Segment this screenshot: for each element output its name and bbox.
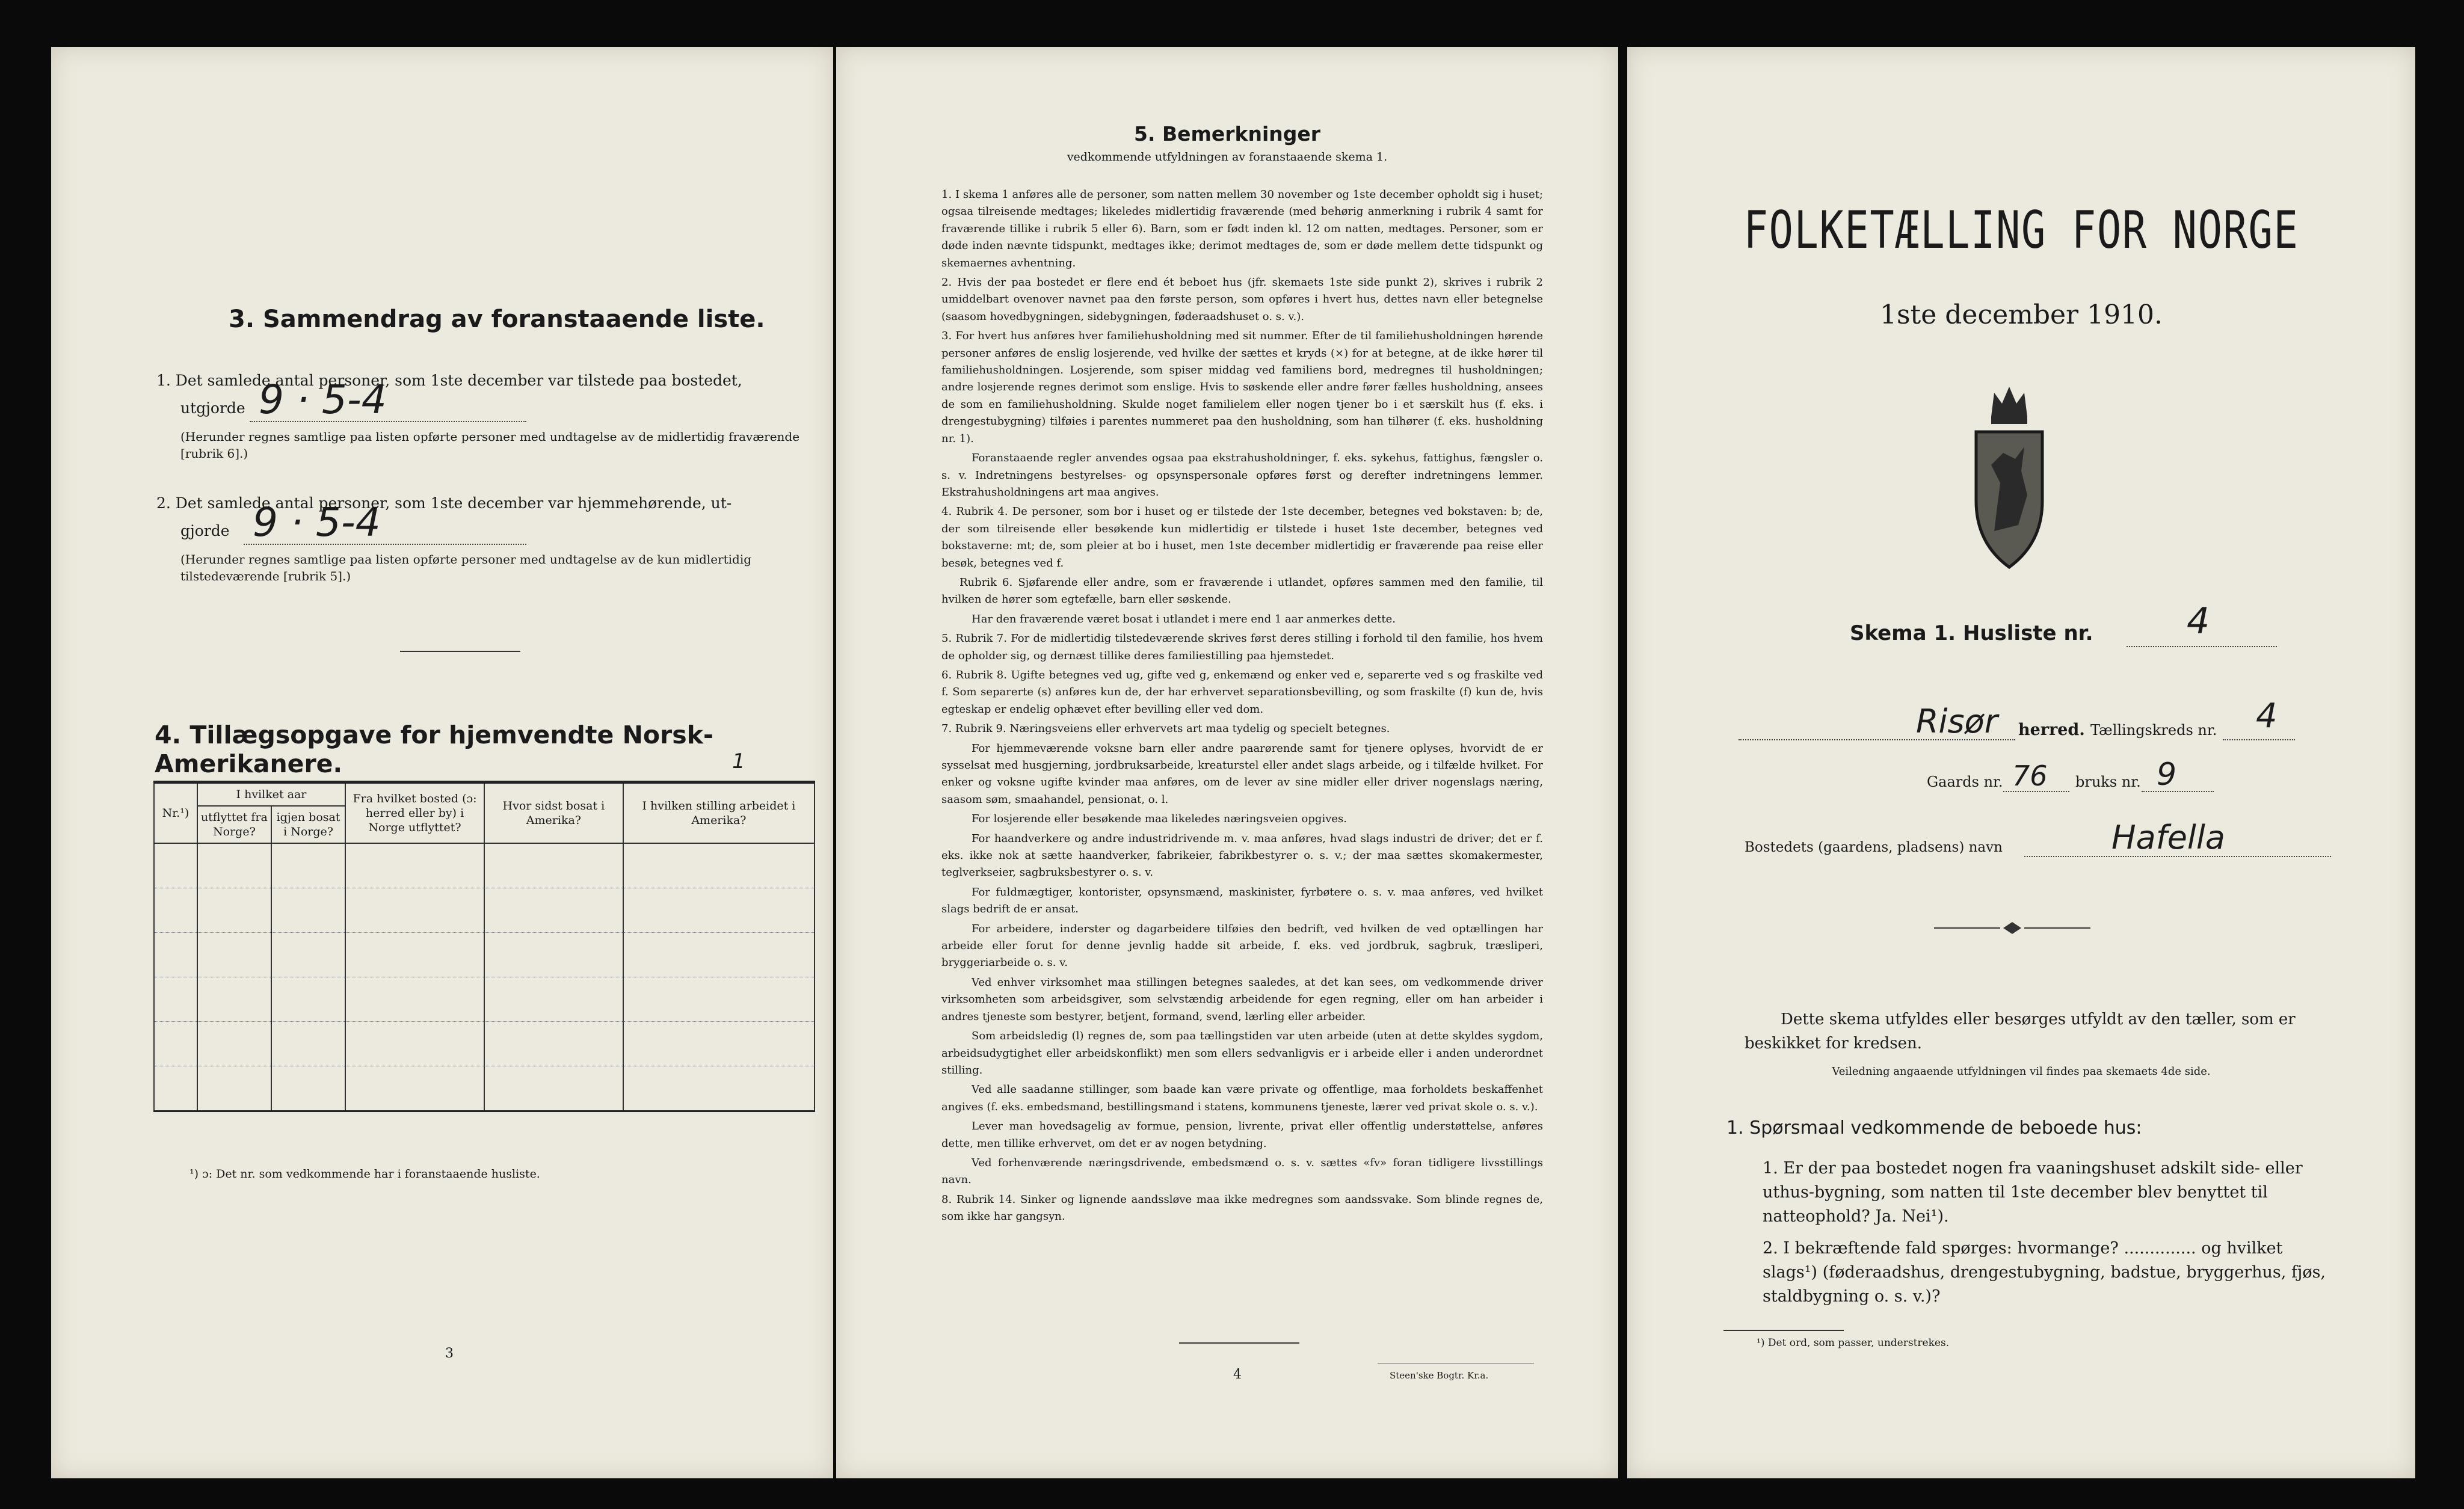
- p3-footnote: ¹) ɔ: Det nr. som vedkommende har i foranstaaende husliste.: [189, 1167, 540, 1181]
- rule-paragraph: Som arbeidsledig (l) regnes de, som paa tællingstiden var uten arbeide (uten at dette skyldes sygdom, arbeidsudygtighet eller arbeidskonflikt) men som ellers sedvanligvis er i arbeide eller i anden underordnet stilling.: [941, 1030, 1543, 1077]
- rule-paragraph: Foranstaaende regler anvendes ogsaa paa ekstrahusholdninger, f. eks. sykehus, fattighus, fængsler o. s. v. Indretningens bestyrelses- og opsynspersonale opføres først og derefter indretningens lemmer. Ekstrahusholdningens art maa angives.: [941, 452, 1543, 499]
- skema-label: Skema 1. Husliste nr.: [1850, 621, 2093, 645]
- s3-item2-label: gjorde: [180, 522, 230, 539]
- page-1: [1627, 47, 2415, 1478]
- col-year-group: I hvilket aar: [197, 782, 345, 807]
- form-title: FOLKETÆLLING FOR NORGE: [1743, 200, 2299, 260]
- col-bosat-amerika: Hvor sidst bosat i Amerika?: [484, 782, 623, 844]
- rule-paragraph: 6. Rubrik 8. Ugifte betegnes ved ug, gifte ved g, enkemænd og enker ved e, separerte ved s og fraskilte ved f. Som separerte (s) anføres kun de, der har erhvervet separationsbevilling, og som fraskilte (f) kun de, hvis egteskap er endelig ophævet efter bevilling eller ved dom.: [941, 668, 1543, 716]
- gaards-value: 76: [2012, 760, 2048, 792]
- rule-paragraph: Ved forhenværende næringsdrivende, embedsmænd o. s. v. sættes «fv» foran tidligere livsstillings navn.: [941, 1156, 1543, 1187]
- instruction-text: Dette skema utfyldes eller besørges utfyldt av den tæller, som er beskikket for kredsen.: [1745, 1010, 2296, 1053]
- s3-item1-label: utgjorde: [180, 399, 245, 417]
- rule-paragraph: Rubrik 6. Sjøfarende eller andre, som er fraværende i utlandet, opføres sammen med den familie, til hvilken de hører som egtefælle, barn eller søskende.: [941, 576, 1543, 606]
- veiledning-text: Veiledning angaaende utfyldningen vil findes paa skemaets 4de side.: [1832, 1065, 2211, 1078]
- rule-paragraph: Ved alle saadanne stillinger, som baade kan være private og offentlige, maa forholdets beskaffenhet angives (f. eks. embedsmand, bestillingsmand i statens, kommunens tjeneste, lærer ved privat skole o. s. v.).: [941, 1083, 1543, 1113]
- section-3-title: 3. Sammendrag av foranstaaende liste.: [229, 306, 765, 333]
- col-stilling-amerika: I hvilken stilling arbeidet i Amerika?: [623, 782, 815, 844]
- husliste-nr-value: 4: [2187, 600, 2210, 642]
- rule-paragraph: Ved enhver virksomhet maa stillingen betegnes saaledes, at det kan sees, om vedkommende driver virksomheten som arbeidsgiver, som selvstændig arbeidende for egen regning, eller om han arbeider i andres tjeneste som bestyrer, betjent, formand, svend, lærling eller arbeider.: [941, 976, 1543, 1023]
- kreds-label: Tællingskreds nr.: [2090, 722, 2217, 739]
- norway-coat-of-arms-icon: [1967, 375, 2051, 573]
- bruks-label: bruks nr.: [2075, 773, 2141, 790]
- section-4-title: 4. Tillægsopgave for hjemvendte Norsk-Amerikanere.: [155, 721, 713, 778]
- bosted-value: Hafella: [2111, 819, 2226, 856]
- col-bosted-norge: Fra hvilket bosted (ɔ: herred eller by) i Norge utflyttet?: [345, 782, 484, 844]
- bemerkninger-title: 5. Bemerkninger: [1133, 122, 1321, 146]
- table-row: [154, 977, 815, 1022]
- table-row: [154, 933, 815, 977]
- kreds-value: 4: [2256, 696, 2278, 736]
- table-row: [154, 1066, 815, 1111]
- rule-paragraph: 2. Hvis der paa bostedet er flere end ét beboet hus (jfr. skemaets 1ste side punkt 2), skrives i rubrik 2 umiddelbart ovenover navnet paa den første person, som opføres i hvert hus, dettes navn eller betegnelse (saasom hovedbygningen, sidebygningen, føderaadshuset o. s. v.).: [941, 276, 1543, 323]
- p4-page-number: 4: [1233, 1367, 1242, 1382]
- page-4: [836, 47, 1618, 1478]
- bosted-label: Bostedets (gaardens, pladsens) navn: [1745, 840, 2003, 855]
- rule-paragraph: 4. Rubrik 4. De personer, som bor i huset og er tilstede der 1ste december, betegnes ved bokstaven: b; de, der som tilreisende eller besøkende kun midlertidig er tilstede i huset 1ste december, betegnes ved bokstaverne: mt; de, som pleier at bo i huset, men 1ste december midlertidig er fraværende paa reise eller besøk, betegnes ved f.: [941, 505, 1543, 570]
- page-3: [51, 47, 833, 1478]
- printer-credit: Steen'ske Bogtr. Kr.a.: [1390, 1370, 1489, 1381]
- table-row: [154, 843, 815, 888]
- gaards-label: Gaards nr.: [1927, 773, 2003, 790]
- p1-footnote: ¹) Det ord, som passer, understrekes.: [1757, 1337, 1950, 1349]
- herred-label: herred.: [2018, 721, 2085, 739]
- questions-heading: 1. Spørsmaal vedkommende de beboede hus:: [1726, 1117, 2142, 1139]
- col-nr: Nr.¹): [154, 782, 197, 844]
- rule-paragraph: 7. Rubrik 9. Næringsveiens eller erhvervets art maa tydelig og specielt betegnes.: [941, 722, 1390, 736]
- bemerkninger-subtitle: vedkommende utfyldningen av foranstaaende skema 1.: [1067, 150, 1388, 164]
- s3-item2-note: (Herunder regnes samtlige paa listen opførte personer med undtagelse av de kun midlertidig tilstedeværende [rubrik 5].): [180, 552, 752, 583]
- bruks-value: 9: [2157, 757, 2177, 793]
- rule-paragraph: For haandverkere og andre industridrivende m. v. maa anføres, hvad slags industri de driver; det er f. eks. ikke nok at sætte haandverker, fabrikeier, fabrikbestyrer o. s. v.; der maa sættes skomakermester, teglverkseier, sagbruksbestyrer o. s. v.: [941, 832, 1543, 879]
- s3-item1-value: 9 · 5-4: [259, 376, 387, 423]
- herred-value: Risør: [1916, 702, 1998, 740]
- rule-paragraph: 1. I skema 1 anføres alle de personer, som natten mellem 30 november og 1ste december opholdt sig i huset; ogsaa tilreisende medtages; likeledes midlertidig fraværende (med behørig anmerkning i rubrik 4 samt for fraværende tillike i rubrik 5 eller 6). Barn, som er født inden kl. 12 om natten, medtages. Personer, som er døde inden nævnte tidspunkt, medtages ikke; derimot medtages de, som er døde mellem dette tidspunkt og skemaernes avhentning.: [941, 188, 1543, 269]
- rule-paragraph: For hjemmeværende voksne barn eller andre paarørende samt for tjenere oplyses, hvorvidt de er sysselsat med husgjerning, jordbruksarbeide, kreaturstel eller andet slags arbeide, og i tilfælde hvilket. For enker og voksne ugifte kvinder maa anføres, om de lever av sine midler eller driver nogenslags næring, saasom søm, smaahandel, pensionat, o. l.: [941, 742, 1543, 806]
- question-1: 1. Er der paa bostedet nogen fra vaaningshuset adskilt side- eller uthus-bygning, som natten til 1ste december blev benyttet til natteophold? Ja. Nei¹).: [1763, 1159, 2303, 1226]
- bemerkninger-body: [941, 186, 1543, 1228]
- rule-paragraph: Lever man hovedsagelig av formue, pension, livrente, privat eller offentlig understøttelse, anføres dette, men tillike erhvervet, om det er av nogen betydning.: [941, 1120, 1543, 1150]
- rule-paragraph: 8. Rubrik 14. Sinker og lignende aandssløve maa ikke medregnes som aandssvake. Som blinde regnes de, som ikke har gangsyn.: [941, 1193, 1543, 1223]
- p3-page-number: 3: [445, 1346, 454, 1361]
- table-row: [154, 1022, 815, 1066]
- s4-mark: 1: [732, 749, 745, 773]
- rule-paragraph: For fuldmægtiger, kontorister, opsynsmænd, maskinister, fyrbøtere o. s. v. maa anføres, ved hvilket slags bedrift de er ansat.: [941, 885, 1543, 916]
- census-date: 1ste december 1910.: [1879, 300, 2163, 330]
- norsk-amerikanere-table: [153, 781, 815, 1112]
- s3-item2-text: 2. Det samlede antal personer, som 1ste december var hjemmehørende, ut-: [156, 494, 732, 512]
- rule-paragraph: For arbeidere, inderster og dagarbeidere tilføies den bedrift, ved hvilken de ved optællingen har arbeide eller forut for denne jevnlig hadde sit arbeide, f. eks. ved jordbruk, sagbruk, træsliperi, bryggeriarbeide o. s. v.: [941, 922, 1543, 970]
- s3-item1-note: (Herunder regnes samtlige paa listen opførte personer med undtagelse av de midlertidig fraværende [rubrik 6].): [180, 429, 800, 461]
- rule-paragraph: Har den fraværende været bosat i utlandet i mere end 1 aar anmerkes dette.: [972, 612, 1396, 625]
- s3-item1-text: 1. Det samlede antal personer, som 1ste december var tilstede paa bostedet,: [156, 372, 742, 389]
- table-row: [154, 888, 815, 933]
- s3-item2-value: 9 · 5-4: [253, 499, 381, 546]
- rule-paragraph: 5. Rubrik 7. For de midlertidig tilstedeværende skrives først deres stilling i forhold til den familie, hos hvem de opholder sig, og dernæst tillike deres familiestilling paa hjemstedet.: [941, 632, 1543, 662]
- ornament-divider-icon: [1934, 919, 2090, 937]
- col-utflyttet: utflyttet fra Norge?: [197, 806, 271, 843]
- question-2: 2. I bekræftende fald spørges: hvormange? .............. og hvilket slags¹) (føderaadshus, drengestubygning, badstue, bryggerhus, fjøs, staldbygning o. s. v.)?: [1763, 1239, 2326, 1306]
- rule-paragraph: 3. For hvert hus anføres hver familiehusholdning med sit nummer. Efter de til familiehusholdningen hørende personer anføres de enslig losjerende, ved hvilke der sættes et kryds (×) for at betegne, at de ikke hører til familiehusholdningen. Losjerende, som spiser middag ved familiens bord, medregnes til husholdningen; andre losjerende regnes derimot som enslige. Hvis to søskende eller andre fører fælles husholdning, ansees de som en familiehusholdning. Skulde noget familielem eller nogen tjener bo i et særskilt hus (f. eks. i drengestubygning) tilføies i parentes nummeret paa den husholdning, som han tilhører (f. eks. husholdning nr. 1).: [941, 330, 1543, 445]
- rule-paragraph: For losjerende eller besøkende maa likeledes næringsveien opgives.: [972, 813, 1347, 826]
- col-igjen-bosat: igjen bosat i Norge?: [271, 806, 345, 843]
